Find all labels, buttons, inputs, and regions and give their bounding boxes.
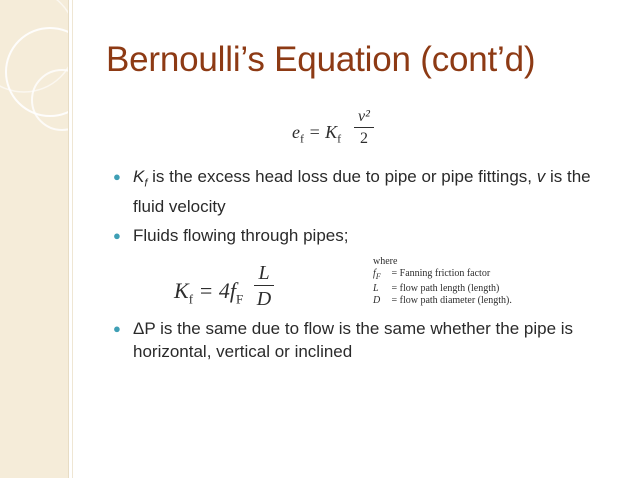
variable-legend (373, 256, 512, 307)
bullet-delta-p: ● ΔP is the same due to flow is the same whether the pipe is horizontal, vertical or inclined (113, 319, 574, 361)
bullet-fluids-pipes: ● Fluids flowing through pipes; (113, 226, 349, 245)
bullet-icon: ● (113, 228, 121, 243)
legend-item: L = flow path length (length) (373, 283, 500, 294)
bullet-icon: ● (113, 169, 121, 184)
fraction: L D (254, 262, 274, 310)
bullet-kf-definition: ● $K_f$ is the excess head loss due to pipe or pipe fittings, v is the fluid velocity (113, 167, 591, 217)
fraction: v² 2 (354, 108, 374, 148)
decorative-circles (0, 0, 68, 478)
slide-title: Bernoulli’s Equation (cont’d) (106, 40, 536, 79)
equation-head-loss: $e_f = K_f$ v² 2 (292, 104, 382, 154)
legend-item: $f_F$ = Fanning friction factor (373, 268, 491, 281)
legend-heading: where (373, 256, 398, 267)
bullet-icon: ● (113, 321, 121, 336)
legend-item: D = flow path diameter (length). (373, 295, 512, 306)
equation-kf-fanning: $K_f = 4f_F$ L D (174, 262, 284, 314)
band-edge-line (72, 0, 73, 478)
band-edge-line (68, 0, 69, 478)
decorative-side-band (0, 0, 68, 478)
